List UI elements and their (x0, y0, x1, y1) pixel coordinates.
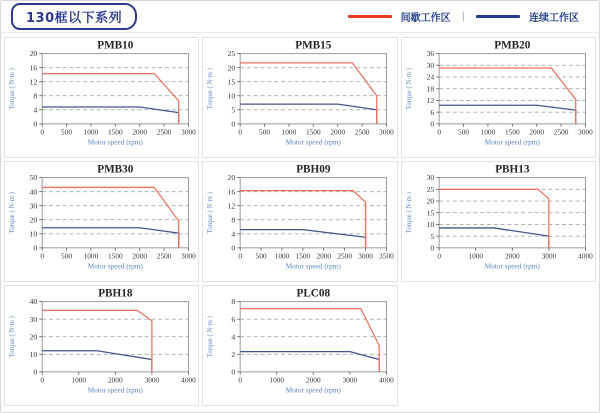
y-tick-label: 30 (426, 60, 434, 70)
chart-title: PLC08 (296, 287, 331, 300)
series-line (439, 228, 549, 248)
intermittent-line-swatch (348, 15, 392, 18)
series-line (42, 310, 152, 371)
x-tick-label: 1500 (108, 251, 123, 261)
chart-cell-PBH18 (4, 285, 199, 406)
plot-border (42, 54, 188, 124)
charts-grid (1, 33, 599, 410)
series-line (42, 187, 179, 247)
y-tick-label: 0 (231, 243, 236, 253)
x-axis-label: Motor speed (rpm) (484, 261, 540, 271)
y-tick-label: 0 (430, 119, 434, 129)
x-tick-label: 1000 (83, 127, 99, 137)
x-tick-label: 3000 (541, 251, 556, 261)
y-tick-label: 4 (231, 332, 236, 342)
y-tick-label: 30 (29, 201, 38, 211)
x-tick-label: 2500 (355, 127, 370, 137)
x-tick-label: 0 (40, 251, 44, 261)
y-tick-label: 10 (426, 220, 434, 230)
y-tick-label: 12 (227, 201, 236, 211)
chart-svg (203, 286, 396, 405)
x-tick-label: 3000 (358, 251, 374, 261)
chart-cell-PMB30 (4, 161, 199, 282)
y-axis-label: Torque ( N·m ) (207, 192, 215, 234)
x-tick-label: 2500 (156, 127, 172, 137)
y-tick-label: 30 (29, 314, 38, 324)
y-axis-label: Torque ( N·m ) (8, 68, 16, 110)
x-tick-label: 4000 (379, 375, 395, 385)
series-line (42, 228, 179, 248)
chart-cell-PMB20 (401, 37, 596, 158)
y-tick-label: 15 (426, 208, 434, 218)
x-tick-label: 0 (436, 127, 441, 137)
y-tick-label: 0 (231, 119, 236, 129)
x-tick-label: 0 (40, 375, 44, 385)
y-tick-label: 8 (231, 297, 236, 307)
x-tick-label: 2000 (529, 127, 544, 137)
y-tick-label: 0 (231, 367, 236, 377)
chart-title: PBH09 (296, 163, 331, 176)
x-tick-label: 500 (255, 251, 267, 261)
x-tick-label: 3500 (379, 251, 395, 261)
legend-label-intermittent: 间歇工作区 (400, 13, 451, 24)
y-tick-label: 20 (227, 173, 236, 183)
y-tick-label: 20 (426, 196, 434, 206)
y-tick-label: 15 (227, 77, 236, 87)
x-tick-label: 0 (238, 375, 243, 385)
plot-border (240, 54, 386, 124)
y-tick-label: 2 (231, 349, 236, 359)
x-tick-label: 1000 (480, 127, 495, 137)
x-tick-label: 0 (436, 251, 441, 261)
y-tick-label: 20 (29, 49, 38, 59)
y-axis-label: Torque ( N·m ) (8, 316, 16, 358)
y-axis-label: Torque ( N·m ) (8, 192, 16, 234)
x-tick-label: 1000 (281, 127, 297, 137)
x-tick-label: 4000 (181, 375, 196, 385)
x-tick-label: 4000 (577, 251, 593, 261)
chart-cell-PMB15 (202, 37, 397, 158)
y-tick-label: 18 (426, 84, 434, 94)
y-tick-label: 25 (227, 49, 236, 59)
x-axis-label: Motor speed (rpm) (484, 137, 540, 147)
series-line (42, 74, 179, 124)
y-tick-label: 6 (430, 107, 434, 117)
x-tick-label: 2000 (132, 127, 148, 137)
y-tick-label: 10 (29, 349, 38, 359)
x-axis-label: Motor speed (rpm) (87, 137, 143, 147)
x-tick-label: 3000 (379, 127, 395, 137)
y-tick-label: 36 (426, 49, 434, 59)
x-tick-label: 2000 (108, 375, 123, 385)
x-tick-label: 500 (457, 127, 469, 137)
x-tick-label: 1500 (108, 127, 123, 137)
y-tick-label: 8 (33, 91, 38, 101)
y-tick-label: 0 (33, 367, 38, 377)
chart-title: PBH13 (494, 163, 530, 176)
y-tick-label: 12 (29, 77, 38, 87)
x-axis-label: Motor speed (rpm) (87, 385, 143, 395)
y-tick-label: 25 (426, 184, 434, 194)
y-tick-label: 4 (231, 229, 236, 239)
y-tick-label: 0 (33, 119, 38, 129)
x-tick-label: 1500 (306, 127, 321, 137)
x-tick-label: 0 (238, 127, 243, 137)
y-tick-label: 0 (430, 243, 434, 253)
x-tick-label: 1500 (295, 251, 311, 261)
series-line (439, 105, 576, 124)
x-axis-label: Motor speed (rpm) (286, 137, 342, 147)
y-tick-label: 8 (231, 215, 236, 225)
legend-separator: | (461, 11, 465, 22)
chart-svg (5, 286, 198, 405)
chart-cell-PBH09 (202, 161, 397, 282)
x-tick-label: 2500 (337, 251, 353, 261)
chart-cell-PBH13 (401, 161, 596, 282)
series-line (240, 63, 377, 124)
chart-svg (5, 162, 198, 281)
chart-svg (203, 162, 396, 281)
x-tick-label: 2500 (553, 127, 569, 137)
chart-svg (402, 162, 595, 281)
page-title (11, 3, 137, 30)
legend-label-continuous: 连续工作区 (529, 13, 579, 24)
series-line (240, 104, 377, 124)
chart-svg (203, 38, 396, 157)
chart-cell-PMB10 (4, 37, 199, 158)
x-tick-label: 3000 (181, 251, 196, 261)
x-tick-label: 1000 (274, 251, 290, 261)
y-tick-label: 10 (227, 91, 236, 101)
series-line (439, 68, 576, 124)
x-tick-label: 1000 (71, 375, 87, 385)
chart-svg (5, 38, 198, 157)
series-line (240, 230, 365, 248)
continuous-line-swatch (476, 15, 520, 18)
header (1, 1, 599, 33)
x-tick-label: 2000 (132, 251, 148, 261)
x-tick-label: 3000 (342, 375, 358, 385)
legend (348, 9, 579, 24)
x-tick-label: 3000 (144, 375, 160, 385)
plot-border (42, 178, 188, 248)
y-tick-label: 16 (29, 63, 38, 73)
y-tick-label: 10 (29, 229, 38, 239)
x-axis-label: Motor speed (rpm) (87, 261, 143, 271)
y-tick-label: 20 (29, 215, 38, 225)
x-tick-label: 1000 (269, 375, 285, 385)
x-tick-label: 500 (61, 251, 73, 261)
empty-cell (401, 285, 596, 406)
y-axis-label: Torque ( N·m ) (405, 192, 413, 234)
x-tick-label: 3000 (577, 127, 593, 137)
x-tick-label: 2000 (306, 375, 321, 385)
y-tick-label: 12 (426, 96, 434, 106)
y-axis-label: Torque ( N·m ) (207, 316, 215, 358)
chart-title: PMB20 (493, 39, 531, 52)
page-title-text: 130框以下系列 (26, 11, 123, 26)
x-tick-label: 500 (259, 127, 271, 137)
x-axis-label: Motor speed (rpm) (286, 385, 342, 395)
series-line (439, 189, 549, 248)
y-tick-label: 50 (29, 173, 38, 183)
y-tick-label: 24 (426, 72, 434, 82)
series-line (240, 191, 365, 248)
y-tick-label: 6 (231, 314, 236, 324)
chart-title: PBH18 (98, 287, 133, 300)
x-tick-label: 500 (61, 127, 73, 137)
x-tick-label: 2500 (156, 251, 172, 261)
chart-title: PMB10 (97, 39, 134, 52)
y-axis-label: Torque ( N·m ) (207, 68, 215, 110)
y-axis-label: Torque ( N·m ) (405, 68, 413, 110)
x-tick-label: 2000 (330, 127, 346, 137)
x-tick-label: 1000 (468, 251, 483, 261)
y-tick-label: 20 (227, 63, 236, 73)
x-tick-label: 3000 (181, 127, 196, 137)
x-tick-label: 1000 (83, 251, 99, 261)
series-line (240, 309, 379, 372)
chart-title: PMB15 (295, 39, 332, 52)
y-tick-label: 40 (29, 187, 38, 197)
y-tick-label: 0 (33, 243, 38, 253)
x-tick-label: 2000 (504, 251, 520, 261)
x-axis-label: Motor speed (rpm) (286, 261, 342, 271)
y-tick-label: 4 (33, 105, 38, 115)
y-tick-label: 40 (29, 297, 38, 307)
x-tick-label: 1500 (504, 127, 520, 137)
x-tick-label: 2000 (316, 251, 332, 261)
x-tick-label: 0 (238, 251, 243, 261)
y-tick-label: 20 (29, 332, 38, 342)
y-tick-label: 30 (426, 173, 434, 183)
x-tick-label: 0 (40, 127, 44, 137)
y-tick-label: 5 (231, 105, 236, 115)
chart-svg (402, 38, 595, 157)
y-tick-label: 16 (227, 187, 236, 197)
chart-title: PMB30 (97, 163, 134, 176)
chart-cell-PLC08 (202, 285, 397, 406)
y-tick-label: 5 (430, 231, 434, 241)
